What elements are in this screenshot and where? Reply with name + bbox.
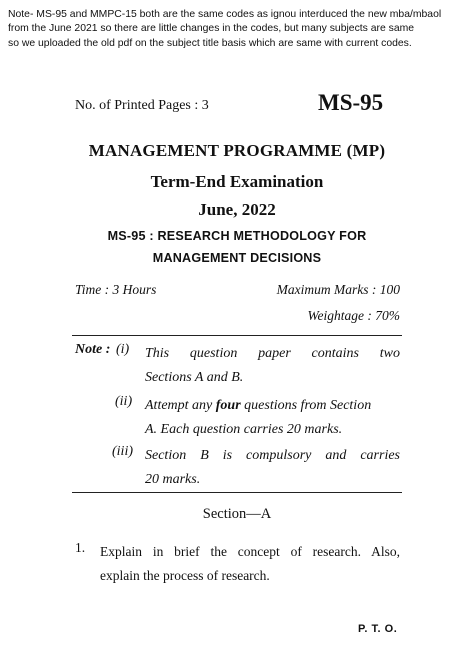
header-note-line-2: from the June 2021 so there are little changes in the codes, but many subjects are same bbox=[8, 23, 415, 35]
instruction-3-line-2: 20 marks. bbox=[145, 472, 201, 487]
question-1 bbox=[100, 540, 400, 588]
instruction-index-2: (ii) bbox=[115, 394, 133, 409]
header-note-line-3: so we uploaded the old pdf on the subject title basis which are same with current codes. bbox=[8, 37, 412, 49]
header-note bbox=[8, 8, 470, 51]
instruction-2-line-1 bbox=[145, 394, 400, 418]
note-label: Note : bbox=[75, 342, 111, 357]
instruction-index-1: (i) bbox=[116, 342, 130, 357]
instruction-2-line-1-bold: four bbox=[215, 398, 241, 413]
instruction-2-line-2: A. Each question carries 20 marks. bbox=[145, 422, 343, 437]
question-1-line-1: Explain in brief the concept of research. Also, bbox=[100, 544, 400, 559]
instruction-1 bbox=[145, 342, 400, 390]
instruction-2 bbox=[145, 394, 400, 442]
instruction-index-3: (iii) bbox=[112, 444, 133, 459]
time-allowed: Time : 3 Hours bbox=[75, 282, 157, 297]
subject-title-line-1: MS-95 : RESEARCH METHODOLOGY FOR bbox=[107, 229, 367, 243]
paper-code: MS-95 bbox=[318, 90, 384, 115]
exam-title: Term-End Examination bbox=[150, 172, 324, 191]
divider-top bbox=[72, 335, 402, 336]
weightage: Weightage : 70% bbox=[307, 308, 400, 323]
printed-pages: No. of Printed Pages : 3 bbox=[75, 98, 209, 113]
subject-title-line-2: MANAGEMENT DECISIONS bbox=[152, 251, 322, 265]
maximum-marks: Maximum Marks : 100 bbox=[276, 282, 400, 297]
exam-date: June, 2022 bbox=[198, 200, 276, 219]
question-number-1: 1. bbox=[75, 540, 86, 555]
instruction-2-line-1-post: questions from Section bbox=[240, 398, 372, 413]
divider-bottom bbox=[72, 492, 402, 493]
instruction-1-line-2: Sections A and B. bbox=[145, 370, 244, 385]
programme-title: MANAGEMENT PROGRAMME (MP) bbox=[88, 141, 386, 160]
question-1-line-2: explain the process of research. bbox=[100, 568, 270, 583]
instruction-2-line-1-pre: Attempt any bbox=[145, 398, 216, 413]
instruction-1-line-1: This question paper contains two bbox=[145, 346, 400, 361]
instruction-3 bbox=[145, 444, 400, 492]
instruction-3-line-1: Section B is compulsory and carries bbox=[145, 448, 400, 463]
section-title: Section—A bbox=[202, 506, 272, 522]
header-note-line-1: Note- MS-95 and MMPC-15 both are the same codes as ignou interduced the new mba/mbaol bbox=[8, 9, 442, 20]
pto-label: P. T. O. bbox=[358, 623, 398, 635]
